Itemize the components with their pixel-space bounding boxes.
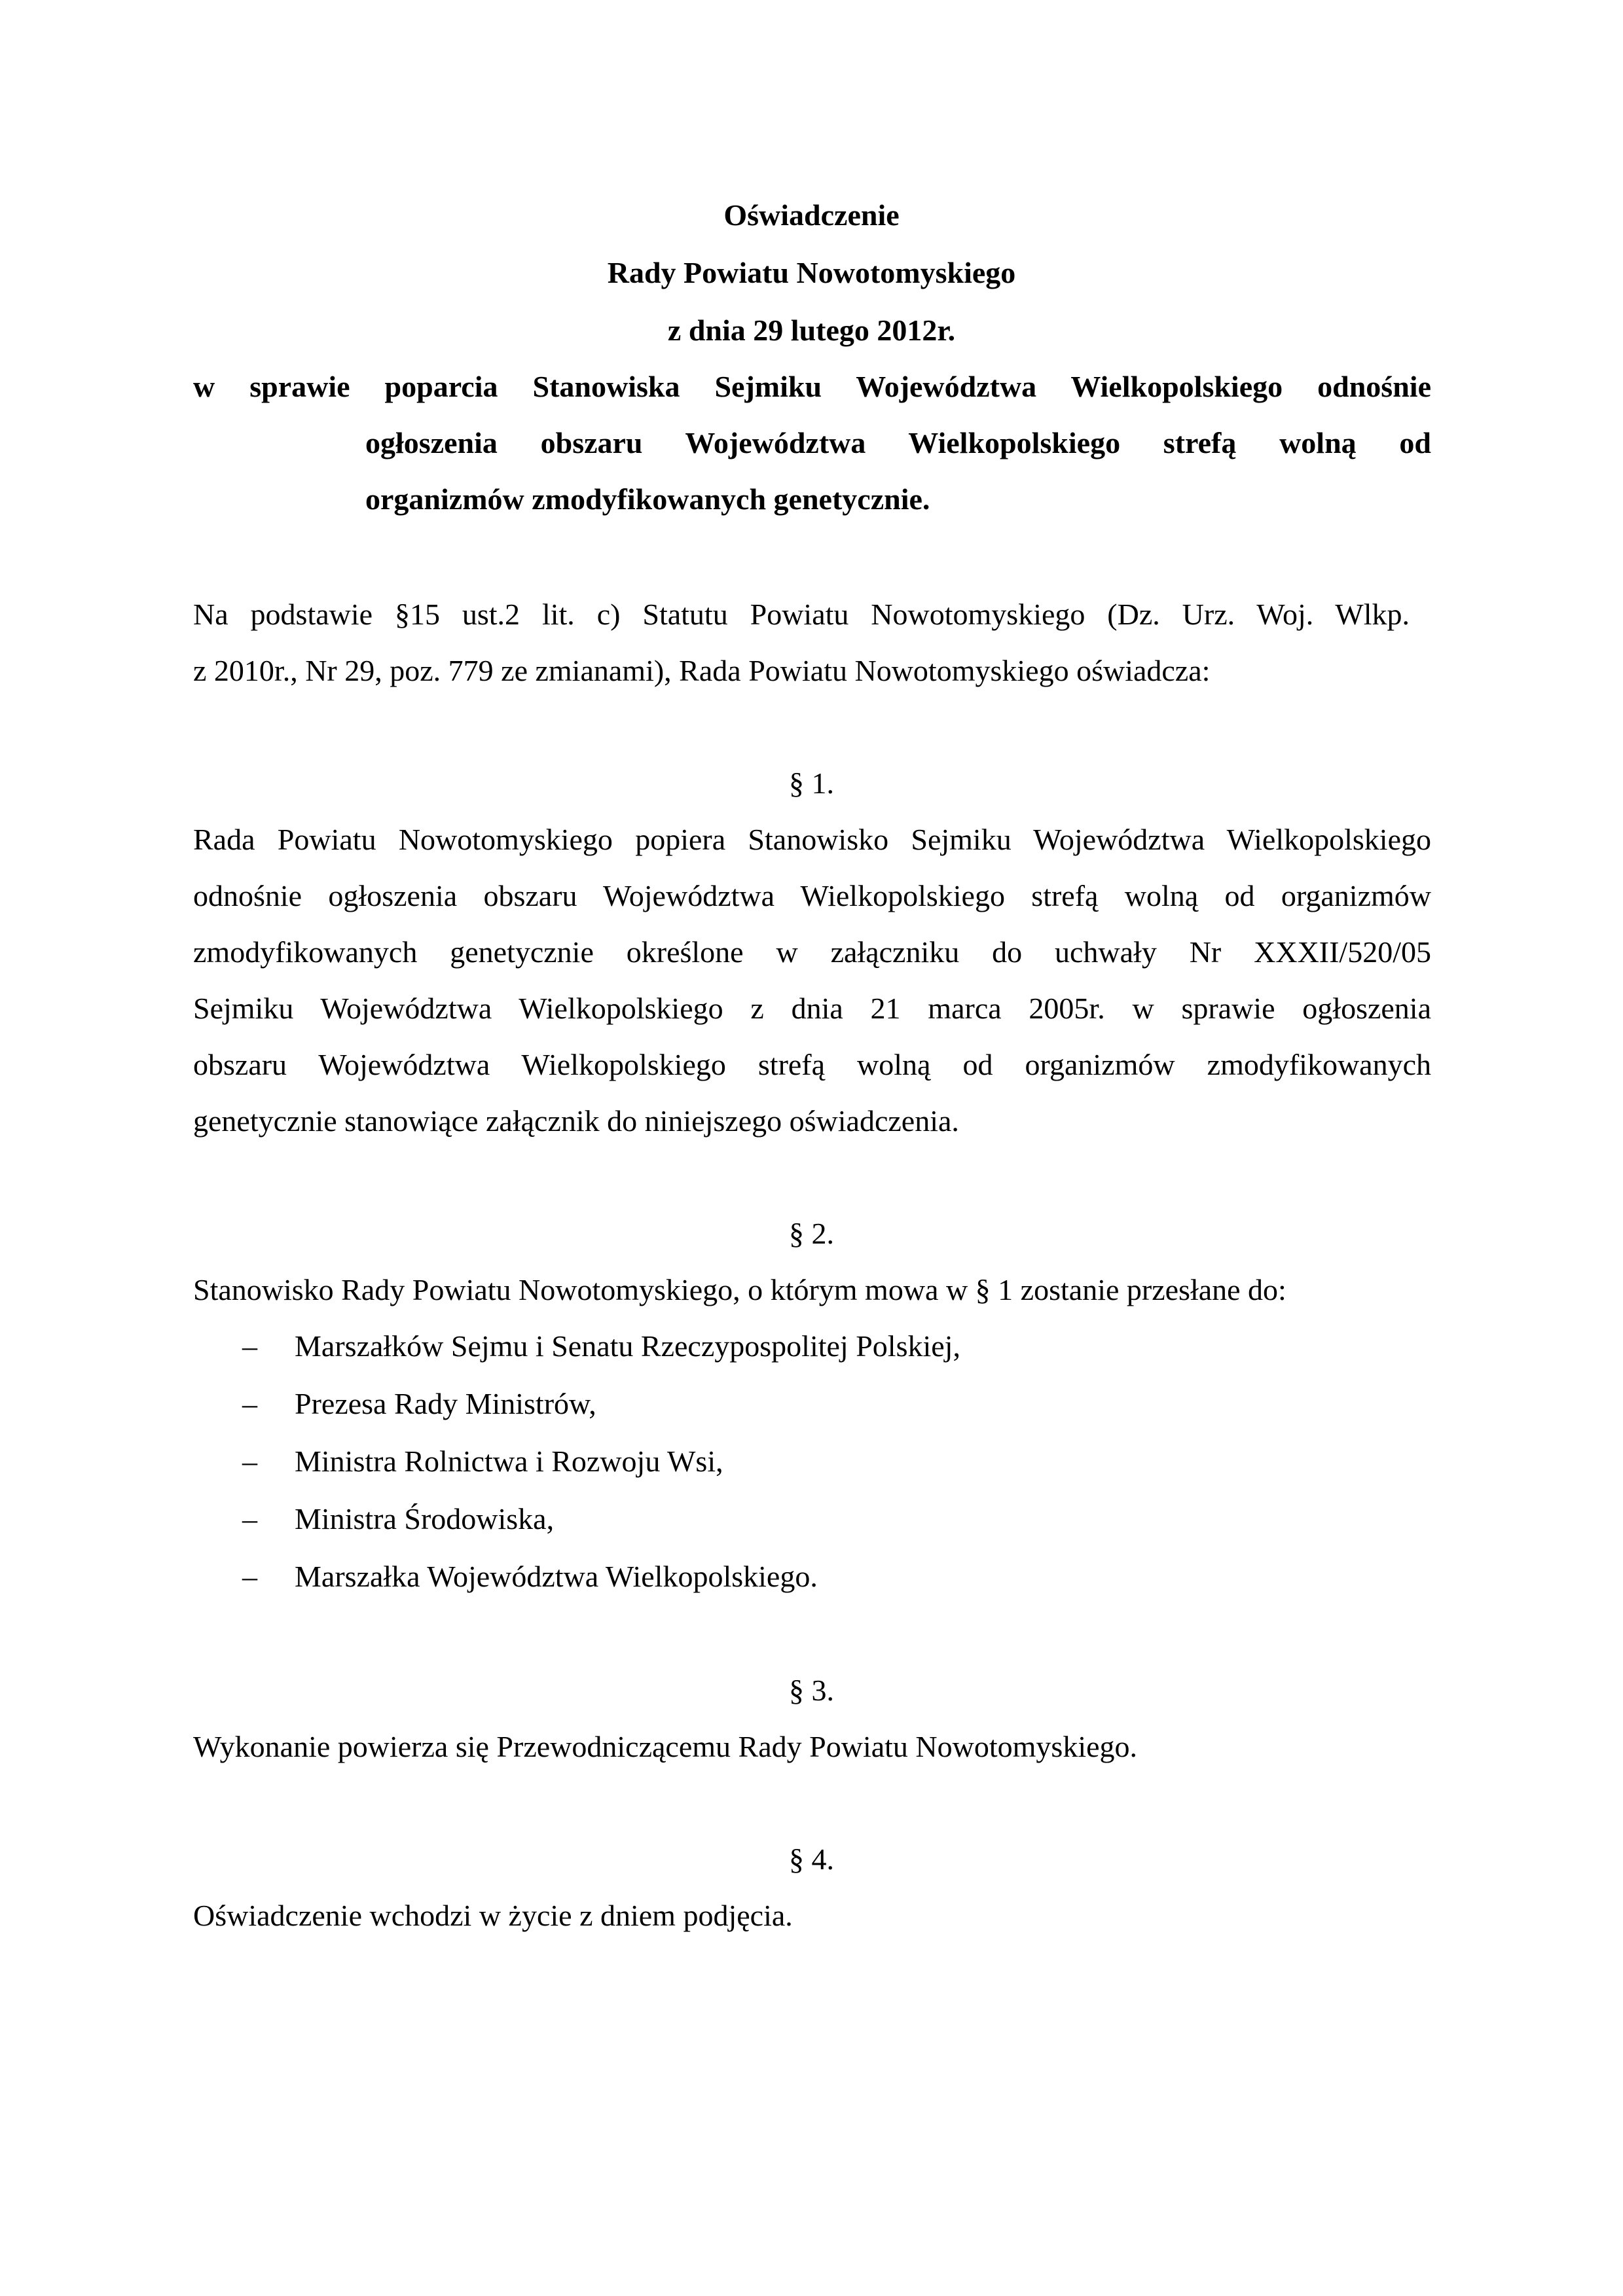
recipient-text: Prezesa Rady Ministrów, [295, 1387, 596, 1420]
section-1-line-3: zmodyfikowanych genetycznie określone w załączniku do uchwały Nr XXXII/520/05 [193, 935, 1431, 969]
subject-line-3: organizmów zmodyfikowanych genetycznie. [365, 482, 930, 516]
section-4-line-1: Oświadczenie wchodzi w życie z dniem podjęcia. [193, 1899, 793, 1932]
recipient-list-item [242, 1444, 723, 1479]
recipient-text: Marszałka Województwa Wielkopolskiego. [295, 1560, 818, 1593]
section-2-mark: § 2. [789, 1217, 834, 1250]
recipient-list-item [242, 1501, 554, 1537]
recipient-list-item [242, 1329, 960, 1364]
document-date: z dnia 29 lutego 2012r. [667, 314, 956, 347]
document-issuer: Rady Powiatu Nowotomyskiego [607, 256, 1016, 289]
subject-line-1: w sprawie poparcia Stanowiska Sejmiku Województwa Wielkopolskiego odnośnie [193, 370, 1431, 403]
section-1-line-2: odnośnie ogłoszenia obszaru Województwa Wielkopolskiego strefą wolną od organizmów [193, 879, 1431, 912]
section-1-mark: § 1. [789, 766, 834, 800]
section-1-line-1: Rada Powiatu Nowotomyskiego popiera Stanowisko Sejmiku Województwa Wielkopolskiego [193, 823, 1431, 856]
list-dash: – [242, 1444, 257, 1478]
section-1-line-4: Sejmiku Województwa Wielkopolskiego z dnia 21 marca 2005r. w sprawie ogłoszenia [193, 992, 1431, 1025]
list-dash: – [242, 1387, 257, 1420]
recipient-text: Ministra Środowiska, [295, 1502, 555, 1535]
subject-line-2: ogłoszenia obszaru Województwa Wielkopolskiego strefą wolną od [365, 426, 1431, 459]
section-3-mark: § 3. [789, 1674, 834, 1707]
recipient-list-item [242, 1386, 596, 1422]
legal-basis-line-1: Na podstawie §15 ust.2 lit. c) Statutu Powiatu Nowotomyskiego (Dz. Urz. Woj. Wlkp. [193, 598, 1410, 631]
recipient-text: Marszałków Sejmu i Senatu Rzeczypospolitej Polskiej, [295, 1329, 960, 1363]
list-dash: – [242, 1329, 257, 1363]
document-title: Oświadczenie [723, 198, 900, 232]
recipient-text: Ministra Rolnictwa i Rozwoju Wsi, [295, 1444, 723, 1478]
legal-basis-line-2: z 2010r., Nr 29, poz. 779 ze zmianami), Rada Powiatu Nowotomyskiego oświadcza: [193, 654, 1211, 687]
section-3-line-1: Wykonanie powierza się Przewodniczącemu Rady Powiatu Nowotomyskiego. [193, 1730, 1138, 1763]
section-1-line-6: genetycznie stanowiące załącznik do niniejszego oświadczenia. [193, 1104, 959, 1138]
recipient-list-item [242, 1559, 818, 1594]
section-4-mark: § 4. [789, 1842, 834, 1876]
list-dash: – [242, 1560, 257, 1593]
list-dash: – [242, 1502, 257, 1535]
section-2-line-1: Stanowisko Rady Powiatu Nowotomyskiego, o którym mowa w § 1 zostanie przesłane do: [193, 1273, 1286, 1306]
section-1-line-5: obszaru Województwa Wielkopolskiego strefą wolną od organizmów zmodyfikowanych [193, 1048, 1431, 1081]
